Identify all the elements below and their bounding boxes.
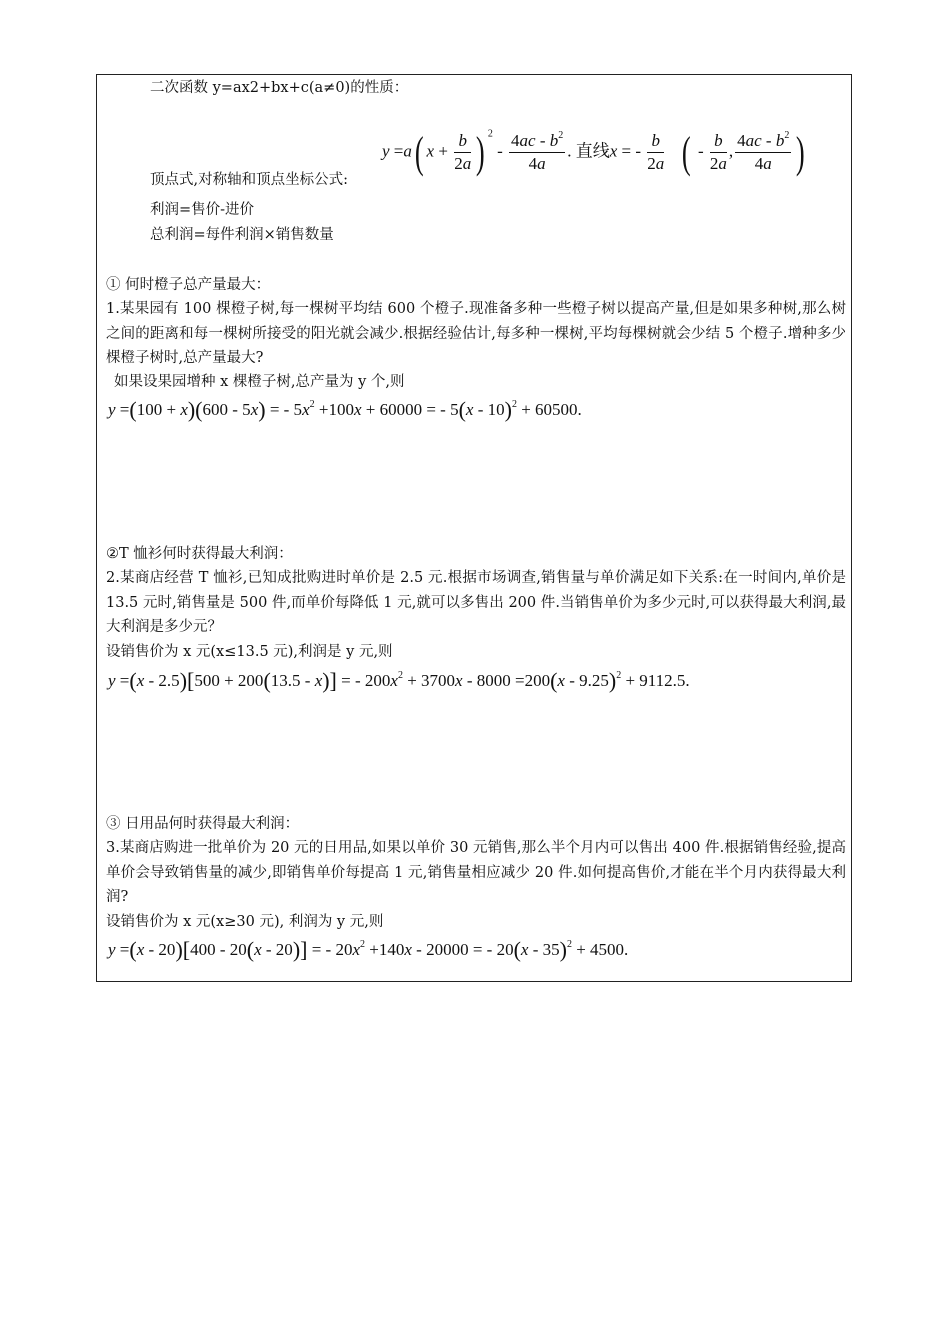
vertex-formula: y =a( x + $\frac{b}{2a}$ ) $^2$ - $\frac{4ac - b^2}{4a}$ . 直线x = - $\frac{b}{2a}$ ( - $\frac{b}{2a}$ , $\frac{4ac - b^2}{4a}$ ) (382, 127, 806, 177)
problem2-heading: ②T 恤衫何时获得最大利润： (106, 546, 293, 562)
formula-text-line: . 直线 (567, 141, 610, 161)
problem1-setup: 如果设果园增种 x 棵橙子树,总产量为 y 个,则 (114, 374, 405, 390)
problem3-heading: ③ 日用品何时获得最大利润： (106, 816, 300, 832)
problem2-text: 2.某商店经营 T 恤衫,已知成批购进时单价是 2.5 元.根据市场调查,销售量与单价满足如下关系:在一时间内,单价是 13.5 元时,销售量是 500 件,而单价每降低 1 元,就可以多售出 200 件.当销售单价为多少元时,可以获得最大利润,最大利润是多少元？ (106, 570, 846, 635)
profit-definition: 利润=售价-进价 (150, 202, 255, 218)
problem1-equation: y =(100 + x)(600 - 5x) = - $5x^2 +100x + 60000$ = - 5(x - 10)$^2$ + 60500. (108, 397, 582, 422)
problem3-equation: y =(x - 20)[400 - 20(x - 20)] = - $20x^2 +140x - 20000$ = - 20(x - 35)$^2$ + 4500. (108, 937, 629, 962)
problem1-heading: ① 何时橙子总产量最大： (106, 277, 271, 293)
problem1-text: 1.某果园有 100 棵橙子树,每一棵树平均结 600 个橙子.现准备多种一些橙子树以提高产量,但是如果多种树,那么树之间的距离和每一棵树所接受的阳光就会减少.根据经验估计,每多种一棵树,平均每棵树就会少结 5 个橙子.增种多少棵橙子树时,总产量最大? (106, 301, 846, 366)
intro-title: 二次函数 y=ax2+bx+c(a≠0)的性质： (150, 80, 409, 96)
total-profit-definition: 总利润=每件利润×销售数量 (150, 227, 334, 243)
problem3-setup: 设销售价为 x 元(x≥30 元), 利润为 y 元,则 (106, 914, 384, 930)
problem3-text: 3.某商店购进一批单价为 20 元的日用品,如果以单价 30 元销售,那么半个月内可以售出 400 件.根据销售经验,提高单价会导致销售量的减少,即销售单价每提高 1 元,销售量相应减少 20 件.如何提高售价,才能在半个月内获得最大利润? (106, 840, 846, 905)
problem2-setup: 设销售价为 x 元(x≤13.5 元),利润是 y 元,则 (106, 644, 393, 660)
problem2-equation: y =(x - 2.5)[500 + 200(13.5 - x)] = - $200x^2 + 3700x - 8000 =200(x - 9.25)^2 + 9112.5$. (108, 668, 690, 693)
vertex-label: 顶点式,对称轴和顶点坐标公式: (150, 172, 348, 188)
